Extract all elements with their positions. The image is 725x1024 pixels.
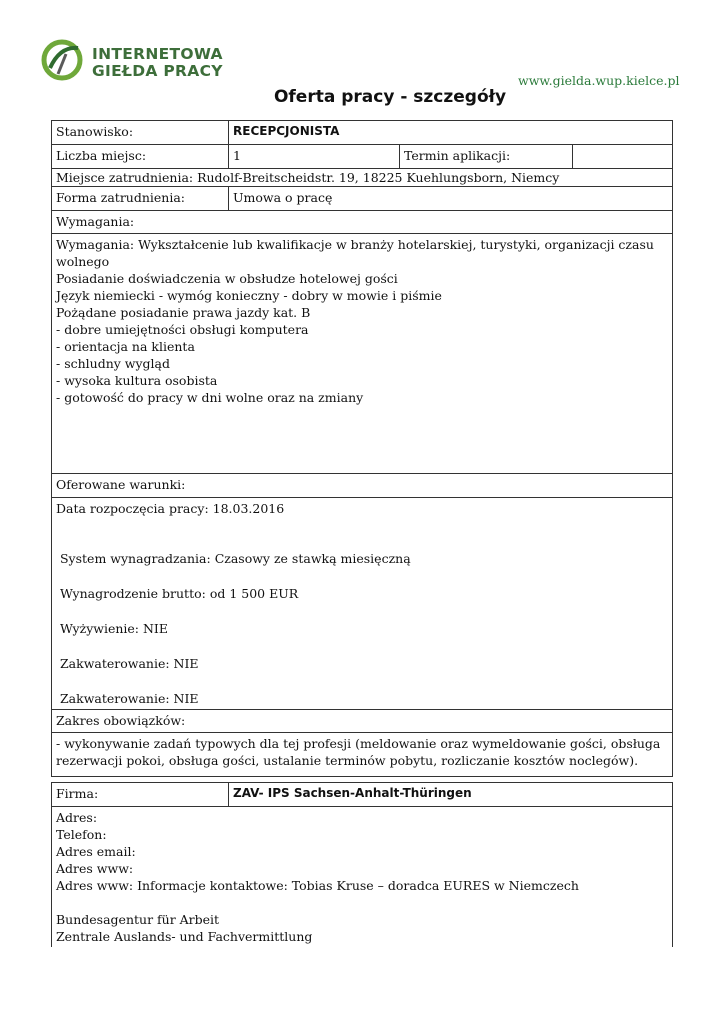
row-requirements <box>52 234 673 474</box>
position-label: Stanowisko: <box>52 121 229 145</box>
logo-line1: INTERNETOWA <box>92 45 223 63</box>
contact-line: Bundesagentur für Arbeit <box>56 912 220 927</box>
condition-line: Wyżywienie: NIE <box>56 621 168 636</box>
row-duties <box>52 733 673 777</box>
offer-summary-table <box>51 120 673 777</box>
row-requirements-label <box>52 211 673 234</box>
requirement-line: - wysoka kultura osobista <box>56 373 218 388</box>
form-value: Umowa o pracę <box>229 187 673 211</box>
requirement-line: - schludny wygląd <box>56 356 171 371</box>
requirement-line: - orientacja na klienta <box>56 339 195 354</box>
requirement-line: Posiadanie doświadczenia w obsłudze hotelowej gości <box>56 271 398 286</box>
place-text: Miejsce zatrudnienia: Rudolf-Breitscheidstr. 19, 18225 Kuehlungsborn, Niemcy <box>52 169 673 187</box>
count-value: 1 <box>229 145 400 169</box>
contact-line <box>56 894 668 911</box>
position-value: RECEPCJONISTA <box>229 121 673 145</box>
form-label: Forma zatrudnienia: <box>52 187 229 211</box>
deadline-label: Termin aplikacji: <box>400 145 573 169</box>
requirements-text <box>52 234 673 474</box>
page-title: Oferta pracy - szczegóły <box>273 87 507 107</box>
count-label: Liczba miejsc: <box>52 145 229 169</box>
row-contact <box>52 807 673 948</box>
requirements-label: Wymagania: <box>52 211 673 234</box>
row-conditions-label <box>52 474 673 498</box>
logo-text <box>92 46 223 80</box>
row-count <box>52 145 673 169</box>
logo-line2: GIEŁDA PRACY <box>92 62 223 80</box>
company-table <box>51 782 673 947</box>
requirement-line: Język niemiecki - wymóg konieczny - dobry w mowie i piśmie <box>56 288 442 303</box>
row-company <box>52 783 673 807</box>
contact-text <box>52 807 673 948</box>
conditions-text <box>52 498 673 710</box>
row-form <box>52 187 673 211</box>
condition-line: Data rozpoczęcia pracy: 18.03.2016 <box>56 501 285 516</box>
contact-line: Adres www: Informacje kontaktowe: Tobias Kruse – doradca EURES w Niemczech <box>56 878 579 893</box>
requirement-line: - gotowość do pracy w dni wolne oraz na zmiany <box>56 390 364 405</box>
conditions-label: Oferowane warunki: <box>52 474 673 498</box>
deadline-value <box>573 145 673 169</box>
contact-line: Telefon: <box>56 827 107 842</box>
company-label: Firma: <box>52 783 229 807</box>
row-position <box>52 121 673 145</box>
condition-line: System wynagradzania: Czasowy ze stawką miesięczną <box>56 551 411 566</box>
row-place <box>52 169 673 187</box>
duties-label: Zakres obowiązków: <box>52 710 673 733</box>
condition-line: Zakwaterowanie: NIE <box>56 656 199 671</box>
row-duties-label <box>52 710 673 733</box>
contact-line: Adres www: <box>56 861 134 876</box>
condition-line: Wynagrodzenie brutto: od 1 500 EUR <box>56 586 299 601</box>
row-conditions <box>52 498 673 710</box>
requirement-line: - dobre umiejętności obsługi komputera <box>56 322 309 337</box>
condition-line: Zakwaterowanie: NIE <box>56 691 199 706</box>
contact-line: Adres: <box>56 810 98 825</box>
requirement-line: Wymagania: Wykształcenie lub kwalifikacje w branży hotelarskiej, turystyki, organizacji czasu wolnego <box>56 237 658 269</box>
contact-line: Zentrale Auslands- und Fachvermittlung <box>56 929 313 944</box>
contact-line: Adres email: <box>56 844 136 859</box>
requirement-line: Pożądane posiadanie prawa jazdy kat. B <box>56 305 311 320</box>
site-url[interactable]: www.gielda.wup.kielce.pl <box>518 73 680 88</box>
company-value: ZAV- IPS Sachsen-Anhalt-Thüringen <box>229 783 673 807</box>
duties-text: - wykonywanie zadań typowych dla tej profesji (meldowanie oraz wymeldowanie gości, obsługa rezerwacji pokoi, obsługa gości, ustalanie terminów pobytu, rozliczanie kosztów noclegów). <box>52 733 673 777</box>
